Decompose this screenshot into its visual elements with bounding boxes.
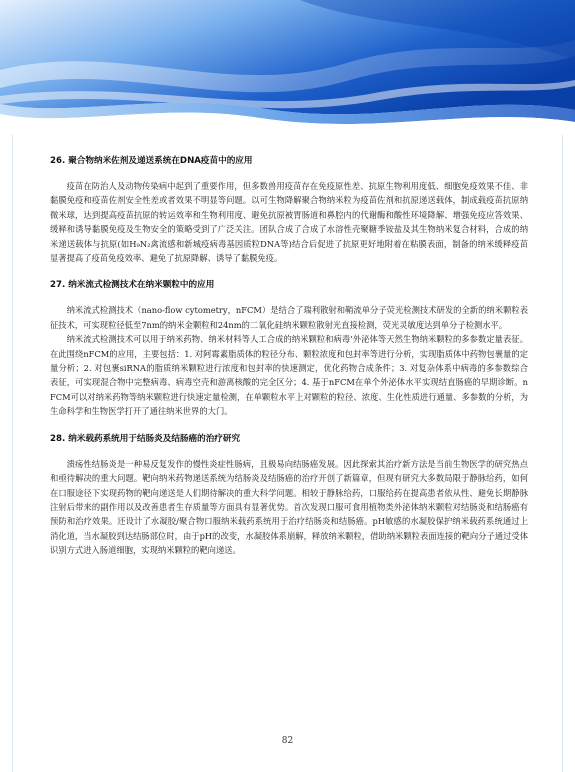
section-26-paragraph: 疫苗在防治人及动物传染病中起到了重要作用，但多数兽用疫苗存在免疫原性差、抗原生物利用度低、细胞免疫效果不佳、非黏膜免疫和疫苗佐剂安全性差或者效果不明显等问题。以可生物降解聚合物纳米粒为疫苗佐剂和抗原递送载体，制成载疫苗抗原纳微米球，达到提高疫苗抗原的转运效率和生物利用度、避免抗原被胃肠道和鼻腔内的代谢酶和酸性环境降解、增强免疫应答效果、缓释和诱导黏膜免疫及生物安全的策略受到了广泛关注。团队合成了合成了水溶性壳聚糖季铵盐及其生物纳米复合材料，合成的纳米递送载体与抗原(如H₉N₂禽流感和新城疫病毒基因质粒DNA等)结合后促进了抗原更好地附着在粘膜表面，制备的纳米缓释疫苗显著提高了疫苗免疫效率、避免了抗原降解、诱导了黏膜免疫。	[50, 181, 528, 264]
page-number: 82	[281, 736, 294, 746]
section-27-paragraph-2: 纳米流式检测技术可以用于纳米药物、纳米材料等人工合成的纳米颗粒和病毒’外泌体等天然生物纳米颗粒的多参数定量表征。在此围绕nFCM的应用，主要包括：1. 对阿霉素脂质体的粒径分布、颗粒浓度和包封率等进行分析，实现脂质体中药物包裹量的定量分析；2. 对包裹siRNA的脂质纳米颗粒进行浓度和包封率的快速测定，优化药物合成条件；3. 对复杂体系中病毒的多参数综合表征，可实现混合物中完整病毒、病毒空壳和游离核酸的完全区分；4. 基于nFCM在单个外泌体水平实现结直肠癌的早期诊断。nFCM可以对纳米药物等纳米颗粒进行快速定量检测，在单颗粒水平上对颗粒的粒径、浓度、生化性质进行通量、多参数的分析，为生命科学和生物医学打开了通往纳米世界的大门。	[50, 334, 528, 417]
section-28-paragraph: 溃疡性结肠炎是一种易反复发作的慢性炎症性肠病，且极易向结肠癌发展。因此探索其治疗新方法是当前生物医学的研究热点和亟待解决的重大问题。靶向纳米药物递送系统为结肠炎及结肠癌的治疗开创了新篇章，但现有研究大多数局限于静脉给药，如何在口服途径下实现药物的靶向递送是人们期待解决的重大科学问题。相较于静脉给药，口服给药在提高患者依从性、避免长期静脉注射后带来的副作用以及改善患者生存质量等方面具有显著优势。首次发现口服可食用植物类外泌体纳米颗粒对结肠炎和结肠癌有预防和治疗效果。还设计了水凝胶/聚合物口服纳米载药系统用于治疗结肠炎和结肠癌。pH敏感的水凝胶保护纳米载药系统通过上消化道，当水凝胶到达结肠部位时，由于pH的改变，水凝胶体系崩解，释放纳米颗粒，借助纳米颗粒表面连接的靶向分子通过受体识别方式进入肠道细胞，实现纳米颗粒的靶向递送。	[50, 458, 528, 556]
section-27-paragraph-1: 纳米流式检测技术（nano-flow cytometry，nFCM）是结合了瑞利散射和鞘流单分子荧光检测技术研发的全新的纳米颗粒表征技术，可实现粒径低至7nm的纳米金颗粒和24nm的二氧化硅纳米颗粒散射光直接检测，荧光灵敏度达到单分子检测水平。	[50, 305, 528, 330]
section-heading-27: 27. 纳米流式检测技术在纳米颗粒中的应用	[50, 280, 215, 291]
document-body	[50, 155, 528, 558]
header-banner	[0, 0, 575, 135]
banner-graphic	[0, 0, 575, 135]
section-heading-26: 26. 聚合物纳米佐剂及递送系统在DNA疫苗中的应用	[50, 156, 253, 166]
section-heading-28: 28. 纳米载药系统用于结肠炎及结肠癌的治疗研究	[50, 433, 241, 444]
